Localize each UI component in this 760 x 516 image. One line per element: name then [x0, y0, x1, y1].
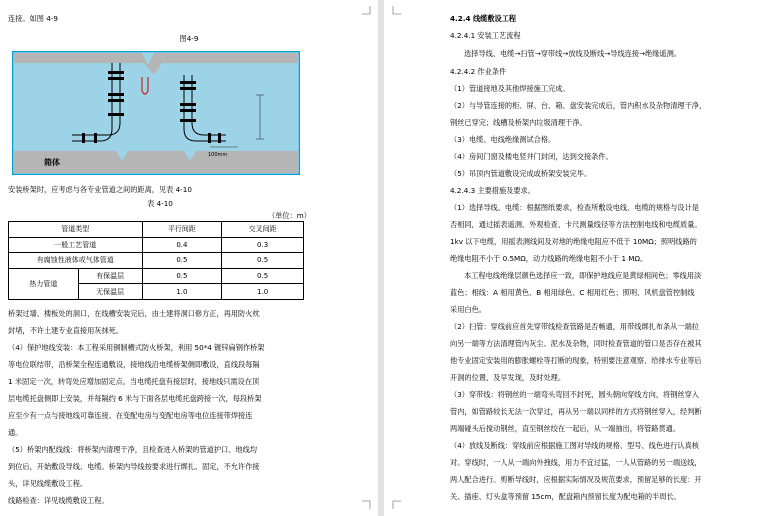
- list-item: （5）吊顶内管道敷设完成或桥架安装完毕。: [450, 169, 592, 178]
- paragraph-line: 两端碰头后搅动钢丝，直至钢丝绞在一起后，从一端抽出，将管路贯通。: [450, 424, 681, 433]
- paragraph-line: 1kv 以下电缆，用摇表测线间及对地的绝缘电阻应不低于 10MΩ；照明线路的: [450, 237, 697, 246]
- paragraph-line: 两人配合进行。剪断导线时，应根据实际情况及规范要求，预留足够的长度：开: [450, 475, 702, 484]
- paragraph-line: 他专业固定安装用的膨胀螺栓等打断的现象，特别要注意观察、给排水专业等后: [450, 356, 702, 365]
- table-intro: 安装桥架时，应考虑与各专业管道之间的距离，见表 4-10: [8, 185, 192, 194]
- figure-caption: 图4-9: [179, 34, 199, 43]
- paragraph-line: 向另一端等方法清理管内灰尘、泥水及杂物，同时检查管道的管口是否存在被其: [450, 339, 702, 348]
- paragraph-line: 头，详见线缆敷设工程。: [8, 479, 88, 488]
- figure-4-9: [12, 51, 300, 175]
- row-type: 有保温层: [78, 268, 142, 284]
- paragraph-line: （5）桥架内配线线：将桥架内清理干净，且检查进入桥架的管道护口、地线均: [8, 445, 257, 454]
- paragraph-line: 否相同，通过摇表遥测、外观检查、卡尺测量线径等方法控制电线和电缆质量。: [450, 220, 702, 229]
- list-item: （2）与导管连接的柜、屏、台、箱、盘安装完成后，管内积水及杂物清理干净，: [450, 101, 707, 110]
- row-parallel: 0.5: [142, 268, 222, 284]
- paragraph-line: （4）保护地线安装：本工程采用铜制槽式防火桥架，利用 50*4 镀锌扁钢作桥架: [8, 343, 265, 352]
- unit-label: （单位：m）: [268, 211, 311, 220]
- list-item: （1）管道接地及其他焊接施工完成。: [450, 84, 570, 93]
- paragraph-line: 关、插座、灯头盒等预留 15cm，配盘箱内预留长度为配电箱的半周长。: [450, 492, 681, 501]
- heat-pipe-label: 热力管道: [9, 268, 79, 299]
- paragraph-line: 绝缘电阻不小于 0.5MΩ，动力线路的绝缘电阻不小于 1 MΩ。: [450, 254, 648, 263]
- subsection-heading: 4.2.4.2 作业条件: [450, 67, 507, 76]
- paragraph-line: 对。穿线时，一人从一端向外拽线，用力不宜过猛，一人从管路的另一端送线，: [450, 458, 702, 467]
- table-row: [9, 237, 304, 253]
- header-parallel: 平行间距: [142, 222, 222, 238]
- list-item: （3）电缆、电线绝缘测试合格。: [450, 135, 556, 144]
- row-type: 有腐蚀性液体或气体管道: [9, 253, 143, 269]
- table-header-row: [9, 222, 304, 238]
- subsection-heading: 4.2.4.3 主要措施及要求。: [450, 186, 535, 195]
- header-type: 管道类型: [9, 222, 143, 238]
- paragraph-line: （2）扫管：穿线前应首先穿带线检查管路是否畅通，用带线绑扎布条从一端拉: [450, 322, 699, 331]
- flow-text: 选择导线、电缆→扫管→穿带线→放线及断线→导线连接→绝缘遥测。: [464, 49, 681, 58]
- intro-text: 连接。如图 4-9: [8, 14, 58, 23]
- subsection-heading: 4.2.4.1 安装工艺流程: [450, 31, 521, 40]
- paragraph-line: 通。: [8, 428, 23, 437]
- crop-mark-icon: [362, 500, 371, 509]
- row-cross: 0.3: [222, 237, 304, 253]
- paragraph-line: 蓝色；相线：A 相用黄色、B 相用绿色、C 相用红色；照明、风机盘管控制线: [450, 288, 695, 297]
- paragraph-line: 开洞的位置，及早发现，及时处理。: [450, 373, 566, 382]
- row-cross: 0.5: [222, 268, 304, 284]
- row-cross: 0.5: [222, 253, 304, 269]
- row-parallel: 0.5: [142, 253, 222, 269]
- pipe-distance-table: [8, 221, 304, 300]
- row-parallel: 1.0: [142, 284, 222, 300]
- paragraph-line: 采用白色。: [450, 305, 486, 314]
- table-row: [9, 253, 304, 269]
- paragraph-line: 层电缆托盘侧即上安装，并每隔约 6 米与下面各层电缆托盘跨接一次，每段桥架: [8, 394, 262, 403]
- paragraph-line: 线路检查：详见线缆敷设工程。: [8, 496, 109, 505]
- row-parallel: 0.4: [142, 237, 222, 253]
- box-label: 箱体: [44, 158, 60, 167]
- paragraph-line: 管内，如管路较长无法一次穿过，再从另一端以同样的方式将钢丝穿入，经判断: [450, 407, 702, 416]
- section-heading: 4.2.4 线缆敷设工程: [450, 14, 517, 23]
- paragraph-line: 封堵，不许土建专业直接用灰抹死。: [8, 326, 124, 335]
- paragraph-line: 等电位联结带，沿桥架全程连通敷设，接地线沿电缆桥架侧即敷设，直线段每隔: [8, 360, 260, 369]
- left-page: [0, 0, 378, 516]
- crop-mark-icon: [362, 6, 371, 15]
- paragraph-line: 应至少有一点与接地线可靠连接。在变配电房与变配电房等电位连接带焊接连: [8, 411, 253, 420]
- paragraph-line: 到位后，开始敷设导线、电缆。桥架内导线按要求进行绑扎、固定，不允许作接: [8, 462, 260, 471]
- list-item: 钢丝已穿完；线槽及桥架内垃圾清理干净。: [450, 118, 587, 127]
- row-type: 一般工艺管道: [9, 237, 143, 253]
- paragraph-line: （1）选择导线、电缆：根据图纸要求，检查所敷设电线、电缆的规格与设计是: [450, 203, 699, 212]
- paragraph-line: 桥架过墙、楼板处的洞口，在线槽安装完后，由土建将洞口修方正，再用防火枕: [8, 309, 260, 318]
- paragraph-line: （3）穿带线：将钢丝的一端弯头弯回不封死，圆头朝向穿线方向，将钢丝穿入: [450, 390, 699, 399]
- crop-mark-icon: [392, 500, 401, 509]
- paragraph-line: 本工程电线绝缘层颜色选择应一致，即保护地线应是黄绿相间色；零线用淡: [464, 271, 702, 280]
- paragraph-line: 1 米固定一次，转弯处应增加固定点。当电缆托盘有接层时，接地线只需设在顶: [8, 377, 260, 386]
- crop-mark-icon: [392, 6, 401, 15]
- header-cross: 交叉间距: [222, 222, 304, 238]
- row-type: 无保温层: [78, 284, 142, 300]
- right-page: [384, 0, 760, 516]
- table-title: 表 4-10: [147, 199, 173, 208]
- paragraph-line: （4）放线及断线：穿线前应根据施工图对导线的规格、型号、线色进行认真核: [450, 441, 699, 450]
- dimension-label: 100mm: [208, 152, 228, 158]
- list-item: （4）房间门窗及楼电竖井门封闭，达到交接条件。: [450, 152, 613, 161]
- table-row: [9, 268, 304, 284]
- cable-tray-diagram: [12, 51, 300, 175]
- row-cross: 1.0: [222, 284, 304, 300]
